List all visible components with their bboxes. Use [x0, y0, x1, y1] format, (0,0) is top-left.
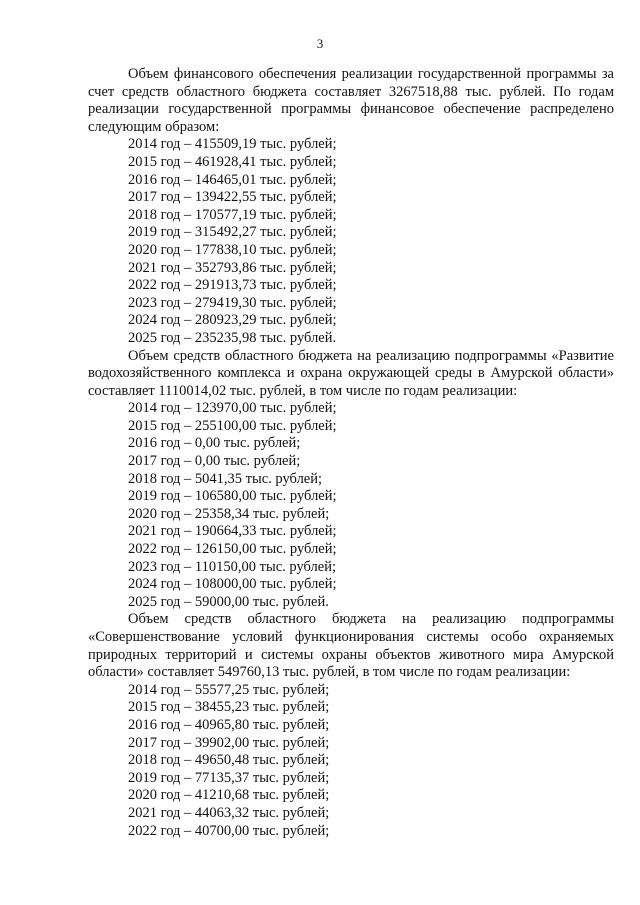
list-item: 2014 год – 55577,25 тыс. рублей;: [128, 681, 330, 698]
list-item: 2018 год – 5041,35 тыс. рублей;: [128, 470, 323, 487]
list-item: 2015 год – 38455,23 тыс. рублей;: [128, 699, 330, 716]
list-item: 2017 год – 0,00 тыс. рублей;: [128, 453, 301, 470]
list-item: 2021 год – 190664,33 тыс. рублей;: [128, 523, 337, 540]
list-item: 2017 год – 139422,55 тыс. рублей;: [128, 189, 337, 206]
list-item: 2023 год – 110150,00 тыс. рублей;: [128, 558, 336, 575]
total-funding-list: [88, 136, 614, 347]
list-item: 2021 год – 352793,86 тыс. рублей;: [128, 259, 337, 276]
list-item: 2024 год – 108000,00 тыс. рублей;: [128, 576, 337, 593]
list-item: 2019 год – 106580,00 тыс. рублей;: [128, 488, 337, 505]
list-item: 2023 год – 279419,30 тыс. рублей;: [128, 294, 337, 311]
list-item: 2018 год – 170577,19 тыс. рублей;: [128, 206, 337, 223]
water-subprogram-list: [88, 400, 614, 611]
list-item: 2025 год – 235235,98 тыс. рублей.: [128, 329, 337, 346]
page-number: 3: [316, 36, 324, 51]
list-item: 2016 год – 0,00 тыс. рублей;: [128, 435, 301, 452]
protected-areas-subprogram-list: [88, 682, 614, 840]
list-item: 2025 год – 59000,00 тыс. рублей.: [128, 593, 329, 610]
list-item: 2022 год – 291913,73 тыс. рублей;: [128, 277, 337, 294]
list-item: 2014 год – 415509,19 тыс. рублей;: [128, 136, 337, 153]
list-item: 2014 год – 123970,00 тыс. рублей;: [128, 400, 337, 417]
list-item: 2020 год – 177838,10 тыс. рублей;: [128, 241, 337, 258]
list-item: 2019 год – 315492,27 тыс. рублей;: [128, 224, 337, 241]
list-item: 2022 год – 40700,00 тыс. рублей;: [128, 822, 330, 839]
water-subprogram-paragraph: Объем средств областного бюджета на реализацию подпрограммы «Развитие водохозяйственного комплекса и охрана окружающей среды в Амурской области» составляет 1110014,02 тыс. рублей, в том числе по годам реализации:: [88, 347, 614, 399]
list-item: 2022 год – 126150,00 тыс. рублей;: [128, 541, 337, 558]
list-item: 2020 год – 25358,34 тыс. рублей;: [128, 505, 330, 522]
list-item: 2021 год – 44063,32 тыс. рублей;: [128, 804, 330, 821]
list-item: 2019 год – 77135,37 тыс. рублей;: [128, 769, 330, 786]
list-item: 2016 год – 40965,80 тыс. рублей;: [128, 716, 330, 733]
list-item: 2016 год – 146465,01 тыс. рублей;: [128, 171, 337, 188]
document-body: [88, 66, 614, 840]
list-item: 2017 год – 39902,00 тыс. рублей;: [128, 734, 330, 751]
list-item: 2015 год – 255100,00 тыс. рублей;: [128, 417, 337, 434]
protected-areas-subprogram-paragraph: Объем средств областного бюджета на реализацию подпрограммы «Совершенствование условий функционирования системы особо охраняемых природных территорий и системы охраны объектов животного мира Амурской области» составляет 549760,13 тыс. рублей, в том числе по годам реализации:: [88, 611, 614, 681]
list-item: 2020 год – 41210,68 тыс. рублей;: [128, 787, 330, 804]
total-funding-paragraph: Объем финансового обеспечения реализации государственной программы за счет средств областного бюджета составляет 3267518,88 тыс. рублей. По годам реализации государственной программы финансовое обеспечение распределено следующим образом:: [88, 66, 614, 135]
list-item: 2015 год – 461928,41 тыс. рублей;: [128, 153, 337, 170]
list-item: 2024 год – 280923,29 тыс. рублей;: [128, 312, 337, 329]
list-item: 2018 год – 49650,48 тыс. рублей;: [128, 752, 330, 769]
